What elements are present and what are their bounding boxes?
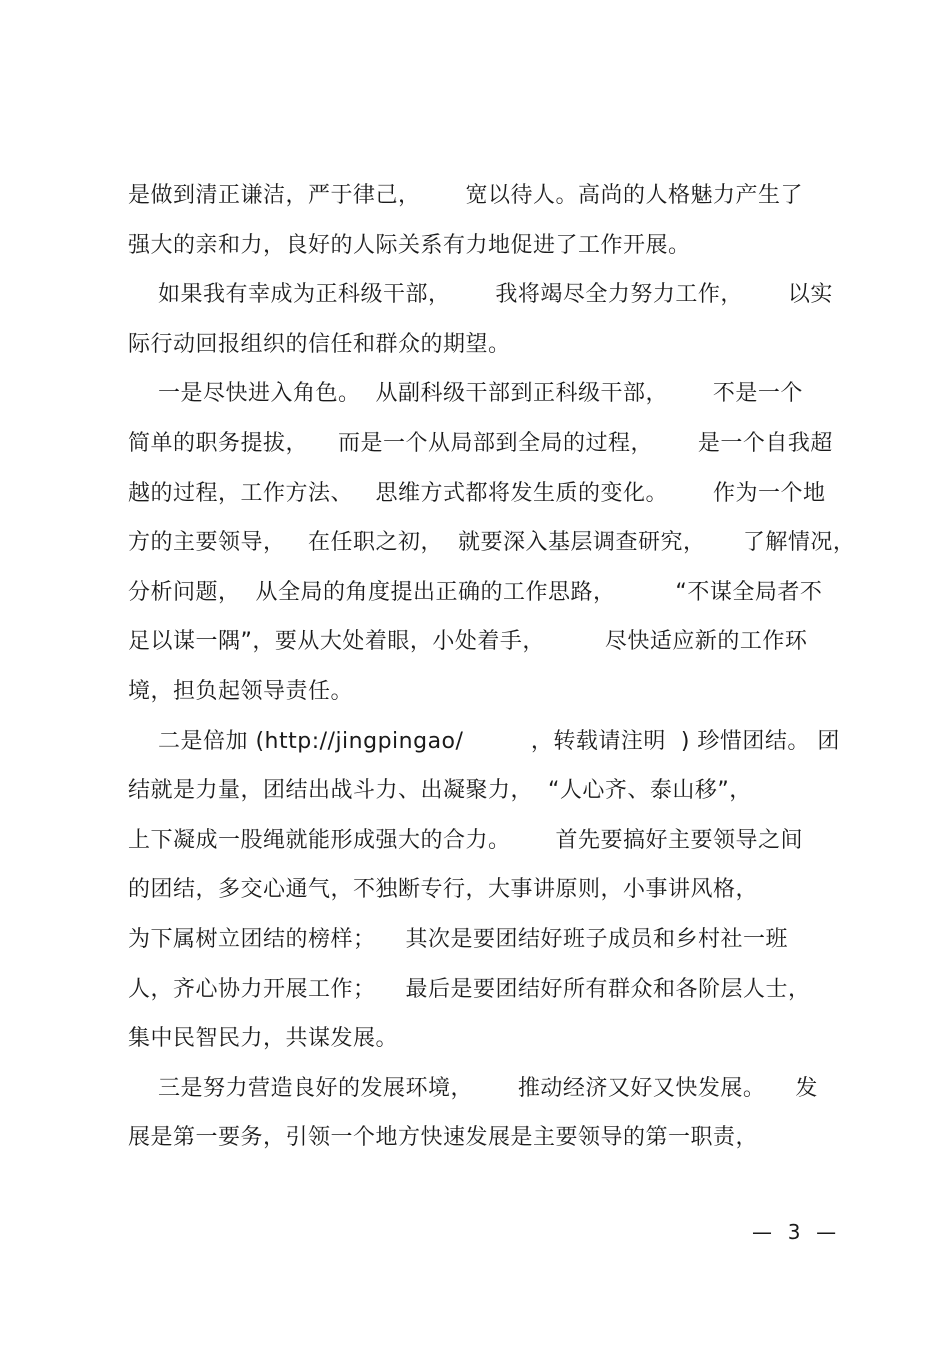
text-line: 的团结，多交心通气，不独断专行，大事讲原则，小事讲风格， [128, 877, 759, 903]
text-line: 为下属树立团结的榜样； 其次是要团结好班子成员和乡村社一班 [128, 926, 788, 952]
text-line: 一是尽快进入角色。 从副科级干部到正科级干部， 不是一个 [128, 381, 803, 407]
text-line: 上下凝成一股绳就能形成强大的合力。 首先要搞好主要领导之间 [128, 827, 803, 853]
text-line: 展是第一要务，引领一个地方快速发展是主要领导的第一职责， [128, 1125, 759, 1151]
text-line: 结就是力量，团结出战斗力、出凝聚力， “人心齐、泰山移”， [128, 778, 752, 804]
text-line: 是做到清正谦洁，严于律己， 宽以待人。高尚的人格魅力产生了 [128, 183, 803, 208]
text-line: 强大的亲和力，良好的人际关系有力地促进了工作开展。 [128, 232, 691, 258]
text-line: 足以谋一隅”，要从大处着眼，小处着手， 尽快适应新的工作环 [128, 629, 808, 655]
page-number: — 3 — [752, 1220, 838, 1244]
text-line: 越的过程，工作方法、 思维方式都将发生质的变化。 作为一个地 [128, 480, 826, 506]
text-line: 集中民智民力，共谋发展。 [128, 1026, 399, 1052]
text-line: 人，齐心协力开展工作； 最后是要团结好所有群众和各阶层人士， [128, 976, 811, 1002]
text-line: 分析问题， 从全局的角度提出正确的工作思路， “不谋全局者不 [128, 579, 823, 605]
text-line: 如果我有幸成为正科级干部， 我将竭尽全力努力工作， 以实 [128, 282, 833, 308]
text-line: 二是倍加 (http://jingpingao/ ，转载请注明 ) 珍惜团结。 团 [128, 728, 840, 754]
text-line: 简单的职务提拔， 而是一个从局部到全局的过程， 是一个自我超 [128, 430, 833, 456]
body-text [128, 171, 856, 1163]
text-line: 三是努力营造良好的发展环境， 推动经济又好又快发展。 发 [128, 1075, 818, 1101]
text-line: 际行动回报组织的信任和群众的期望。 [128, 331, 511, 357]
text-line: 境，担负起领导责任。 [128, 678, 354, 704]
text-line: 方的主要领导， 在任职之初， 就要深入基层调查研究， 了解情况， [128, 530, 856, 556]
